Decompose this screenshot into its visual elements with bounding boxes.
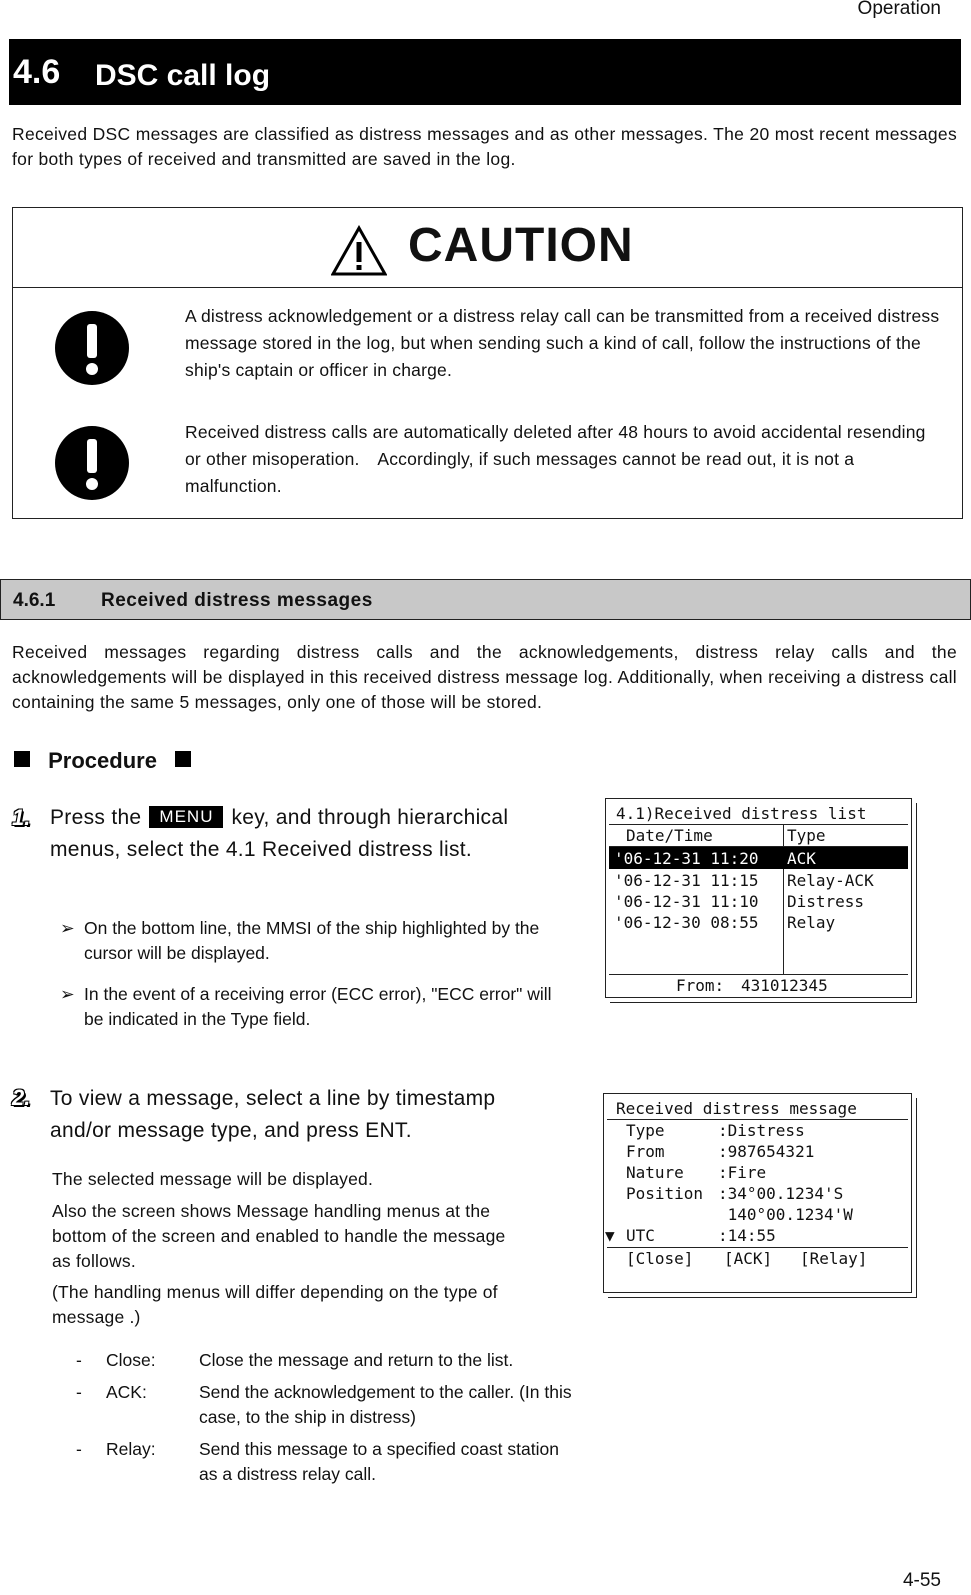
field-label: UTC	[626, 1226, 655, 1245]
page-number: 4-55	[902, 1570, 941, 1591]
subsection-number: 4.6.1	[13, 590, 56, 611]
caution-item-1: A distress acknowledgement or a distress relay call can be transmitted from a received distress message stored in the log, but when sending such a kind of call, follow the instructions of the ship's captain or officer in charge.	[185, 306, 940, 380]
menu-key: MENU	[149, 806, 223, 828]
step-2-paragraph: Also the screen shows Message handling menus at the bottom of the screen and enabled to handle the message as follows.	[52, 1201, 506, 1271]
procedure-heading: Procedure	[14, 748, 191, 774]
relay-button[interactable]: [Relay]	[800, 1249, 868, 1268]
mandatory-action-icon	[55, 426, 129, 500]
list-row-type[interactable]: Relay-ACK	[787, 871, 874, 890]
square-bullet-icon	[14, 751, 30, 767]
footer-mmsi: 431012345	[741, 976, 828, 995]
definition-row: - Close: Close the message and return to the list.	[76, 1350, 514, 1370]
field-label: Type	[626, 1121, 665, 1140]
field-label: From	[626, 1142, 665, 1161]
field-label: Nature	[626, 1163, 684, 1182]
list-row-datetime[interactable]: '06-12-30 08:55	[614, 913, 759, 932]
field-value: :34°00.1234'S	[718, 1184, 844, 1203]
received-distress-list-screen	[605, 798, 912, 998]
step-number: 2.	[12, 1085, 31, 1110]
list-row-type[interactable]: Distress	[787, 892, 865, 911]
subsection-intro: Received messages regarding distress calls and the acknowledgements, distress relay calls and the acknowledgements will be displayed in this received distress message log. Additionally, when receiving a distress call containing the same 5 messages, only one of those will be stored.	[12, 642, 957, 712]
section-title-bar	[9, 39, 961, 105]
caution-box	[12, 207, 963, 519]
field-label: Position	[626, 1184, 704, 1203]
screen-title: Received distress message	[616, 1099, 857, 1118]
field-value: :14:55	[718, 1226, 776, 1245]
field-value: :Fire	[718, 1163, 767, 1182]
screen-title: 4.1)Received distress list	[616, 804, 867, 823]
list-row-type[interactable]: ACK	[787, 849, 816, 868]
field-value: 140°00.1234'W	[718, 1205, 853, 1224]
running-header: Operation	[857, 0, 941, 19]
section-number: 4.6	[13, 53, 61, 91]
mandatory-action-icon	[55, 311, 129, 385]
definition-row: - Relay: Send this message to a specified coast station as a distress relay call.	[76, 1439, 559, 1484]
footer-from-label: From:	[676, 976, 725, 995]
warning-triangle-icon	[331, 225, 387, 277]
step-number: 1.	[12, 805, 31, 830]
step-2-text: To view a message, select a line by timestamp and/or message type, and press ENT.	[50, 1087, 496, 1142]
close-button[interactable]: [Close]	[626, 1249, 694, 1268]
section-title: DSC call log	[95, 59, 271, 92]
column-header-type: Type	[787, 826, 826, 845]
arrow-bullet-icon: ➢	[60, 984, 75, 1004]
field-value: :987654321	[718, 1142, 815, 1161]
caution-title: CAUTION	[408, 219, 634, 272]
step-2-paragraph: The selected message will be displayed.	[52, 1169, 374, 1189]
step-1-text: Press the MENU key, and through hierarchical menus, select the 4.1 Received distress list.	[50, 806, 509, 861]
step-1-bullet: ➢ On the bottom line, the MMSI of the ship highlighted by the cursor will be displayed.	[60, 918, 540, 963]
arrow-bullet-icon: ➢	[60, 918, 75, 938]
caution-item-2: Received distress calls are automatically deleted after 48 hours to avoid accidental resending or other misoperation. Accordingly, if such messages cannot be read out, it is not a malfunction.	[185, 422, 926, 496]
scroll-down-icon: ▼	[605, 1226, 615, 1245]
list-row-datetime[interactable]: '06-12-31 11:20	[614, 849, 759, 868]
subsection-title: Received distress messages	[101, 590, 373, 611]
intro-paragraph: Received DSC messages are classified as distress messages and as other messages. The 20 most recent messages for both types of received and transmitted are saved in the log.	[12, 124, 957, 169]
square-bullet-icon	[175, 751, 191, 767]
caution-header	[13, 208, 962, 288]
field-value: :Distress	[718, 1121, 805, 1140]
step-1-bullet: ➢ In the event of a receiving error (ECC error), "ECC error" will be indicated in the Type field.	[60, 984, 552, 1029]
list-row-datetime[interactable]: '06-12-31 11:15	[614, 871, 759, 890]
list-row-datetime[interactable]: '06-12-31 11:10	[614, 892, 759, 911]
definition-row: - ACK: Send the acknowledgement to the caller. (In this case, to the ship in distress)	[76, 1382, 572, 1427]
list-row-type[interactable]: Relay	[787, 913, 836, 932]
step-2-paragraph: (The handling menus will differ depending on the type of message .)	[52, 1282, 498, 1327]
ack-button[interactable]: [ACK]	[724, 1249, 773, 1268]
column-header-datetime: Date/Time	[626, 826, 713, 845]
received-distress-message-screen	[603, 1093, 912, 1293]
subsection-title-bar	[0, 579, 971, 620]
